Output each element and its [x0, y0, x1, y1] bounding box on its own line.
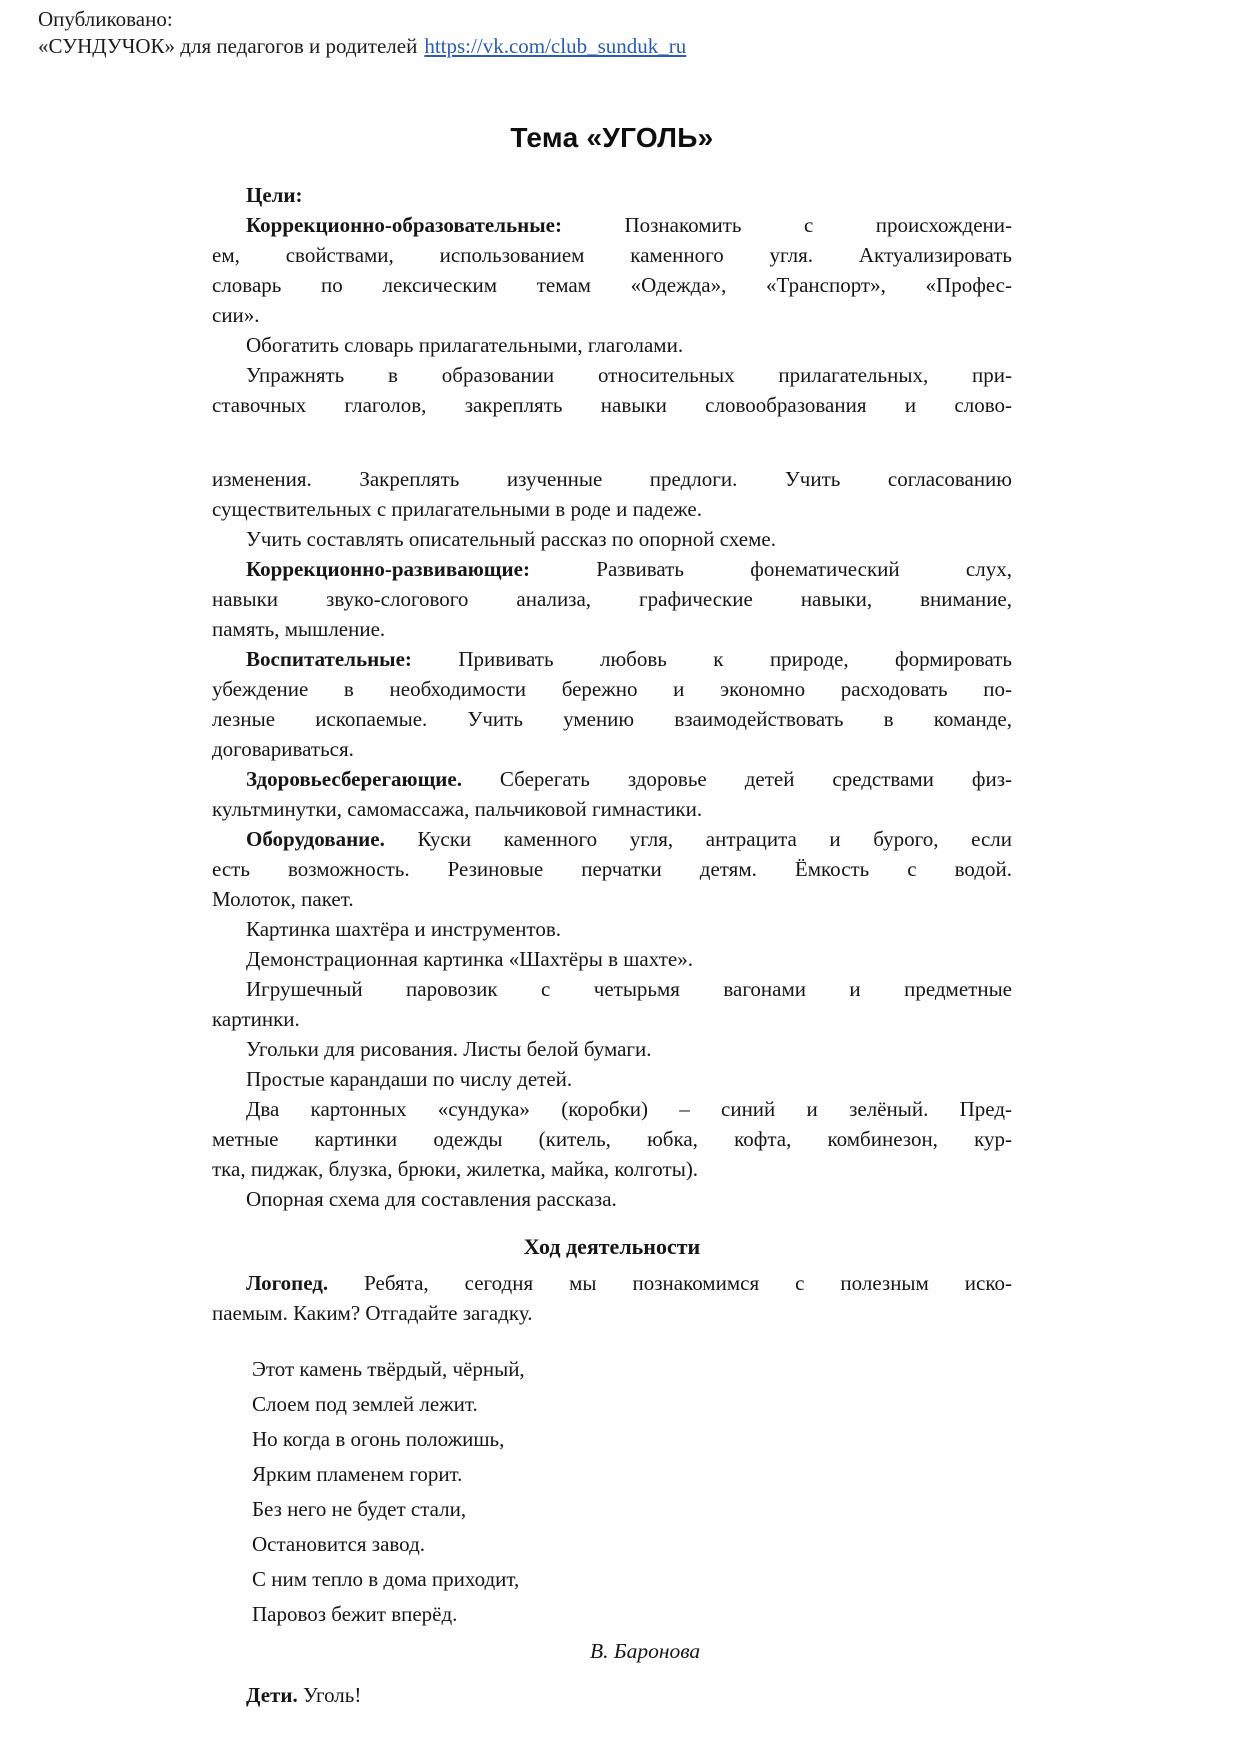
poem-line: Этот камень твёрдый, чёрный, [252, 1357, 525, 1381]
text-line: договариваться. [212, 737, 354, 761]
text-line: Игрушечный паровозик с четырьмя вагонами и предметные [246, 977, 1012, 1001]
poem-line: Без него не будет стали, [252, 1497, 467, 1521]
text-segment: Куски каменного угля, антрацита и бурого, если [384, 827, 1012, 851]
paragraph [212, 524, 1012, 554]
text-segment: Сберегать здоровье детей средствами физ- [461, 767, 1012, 791]
paragraph [212, 974, 1012, 1034]
publication-header [38, 6, 686, 60]
text-line [212, 554, 1012, 584]
published-label: Опубликовано: [38, 7, 173, 31]
text-segment: Развивать фонематический слух, [529, 557, 1012, 581]
paragraph [212, 1680, 1012, 1710]
text-line: лезные ископаемые. Учить умению взаимодействовать в команде, [212, 707, 1012, 731]
text-line: убеждение в необходимости бережно и экономно расходовать по- [212, 677, 1012, 701]
text-line: существительных с прилагательными в роде и падеже. [212, 497, 702, 521]
bold-lead: Здоровьесберегающие. [246, 767, 462, 791]
bold-lead: Коррекционно-образовательные: [246, 213, 562, 237]
text-line: Демонстрационная картинка «Шахтёры в шахте». [246, 947, 693, 971]
paragraph [212, 1034, 1012, 1064]
bold-lead: Дети. [246, 1683, 298, 1707]
text-line: Угольки для рисования. Листы белой бумаги. [246, 1037, 652, 1061]
text-line: память, мышление. [212, 617, 386, 641]
paragraph [212, 1064, 1012, 1094]
text-line: Обогатить словарь прилагательными, глаголами. [246, 333, 684, 357]
paragraph [212, 824, 1012, 914]
text-line: словарь по лексическим темам «Одежда», «Транспорт», «Профес- [212, 273, 1012, 297]
author-attribution: В. Баронова [590, 1639, 701, 1663]
published-source: «СУНДУЧОК» для педагогов и родителей [38, 34, 418, 58]
paragraph [212, 944, 1012, 974]
text-line: Простые карандаши по числу детей. [246, 1067, 573, 1091]
bold-lead: Логопед. [246, 1271, 329, 1295]
page-break-gap [212, 1666, 1012, 1680]
text-line: Учить составлять описательный рассказ по опорной схеме. [246, 527, 776, 551]
paragraph [212, 360, 1012, 420]
text-segment: Уголь! [297, 1683, 362, 1707]
text-line [212, 1680, 1012, 1710]
paragraph [212, 644, 1012, 764]
paragraph [212, 210, 1012, 330]
paragraph [212, 1184, 1012, 1214]
text-line [212, 644, 1012, 674]
poem-line: Слоем под землей лежит. [252, 1392, 478, 1416]
text-line: Два картонных «сундука» (коробки) – синий и зелёный. Пред- [246, 1097, 1012, 1121]
text-line: Опорная схема для составления рассказа. [246, 1187, 617, 1211]
paragraph [212, 554, 1012, 644]
poem-line: Остановится завод. [252, 1532, 426, 1556]
text-line [212, 180, 1012, 210]
page-title: Тема «УГОЛЬ» [510, 122, 714, 153]
text-line [212, 1268, 1012, 1298]
text-line [212, 210, 1012, 240]
document-body [212, 180, 1012, 1710]
bold-lead: Оборудование. [246, 827, 385, 851]
text-line: сии». [212, 303, 260, 327]
text-segment: Прививать любовь к природе, формировать [411, 647, 1012, 671]
poem-line: С ним тепло в дома приходит, [252, 1567, 520, 1591]
paragraph [212, 180, 1012, 210]
vk-club-link[interactable]: https://vk.com/club_sunduk_ru [424, 34, 687, 58]
document-page [212, 122, 1012, 1710]
text-line [212, 764, 1012, 794]
paragraph [212, 330, 1012, 360]
text-segment: Познакомить с происхождени- [561, 213, 1012, 237]
bold-lead: Коррекционно-развивающие: [246, 557, 530, 581]
paragraph [212, 914, 1012, 944]
text-segment: Ребята, сегодня мы познакомимся с полезным иско- [328, 1271, 1012, 1295]
section-heading: Ход деятельности [523, 1234, 701, 1259]
text-line: навыки звуко-слогового анализа, графические навыки, внимание, [212, 587, 1012, 611]
text-line: метные картинки одежды (китель, юбка, кофта, комбинезон, кур- [212, 1127, 1012, 1151]
text-line: Картинка шахтёра и инструментов. [246, 917, 561, 941]
text-line: картинки. [212, 1007, 300, 1031]
published-source-line [38, 33, 686, 60]
text-line [212, 824, 1012, 854]
paragraph [212, 764, 1012, 824]
paragraph [212, 1268, 1012, 1328]
text-line: ем, свойствами, использованием каменного угля. Актуализировать [212, 243, 1012, 267]
text-line: Молоток, пакет. [212, 887, 354, 911]
paragraph [212, 1094, 1012, 1184]
riddle-poem [252, 1352, 1012, 1632]
text-line: культминутки, самомассажа, пальчиковой гимнастики. [212, 797, 703, 821]
bold-lead: Цели: [246, 183, 303, 207]
bold-lead: Воспитательные: [246, 647, 412, 671]
text-line: есть возможность. Резиновые перчатки детям. Ёмкость с водой. [212, 857, 1012, 881]
page-break-gap [212, 420, 1012, 464]
text-line: тка, пиджак, блузка, брюки, жилетка, майка, колготы). [212, 1157, 699, 1181]
text-line: ставочных глаголов, закреплять навыки словообразования и слово- [212, 393, 1012, 417]
text-line: паемым. Каким? Отгадайте загадку. [212, 1301, 533, 1325]
text-line: изменения. Закреплять изученные предлоги. Учить согласованию [212, 467, 1012, 491]
paragraph [212, 464, 1012, 524]
poem-line: Паровоз бежит вперёд. [252, 1602, 458, 1626]
poem-line: Ярким пламенем горит. [252, 1462, 463, 1486]
text-line: Упражнять в образовании относительных прилагательных, при- [246, 363, 1012, 387]
poem-line: Но когда в огонь положишь, [252, 1427, 505, 1451]
